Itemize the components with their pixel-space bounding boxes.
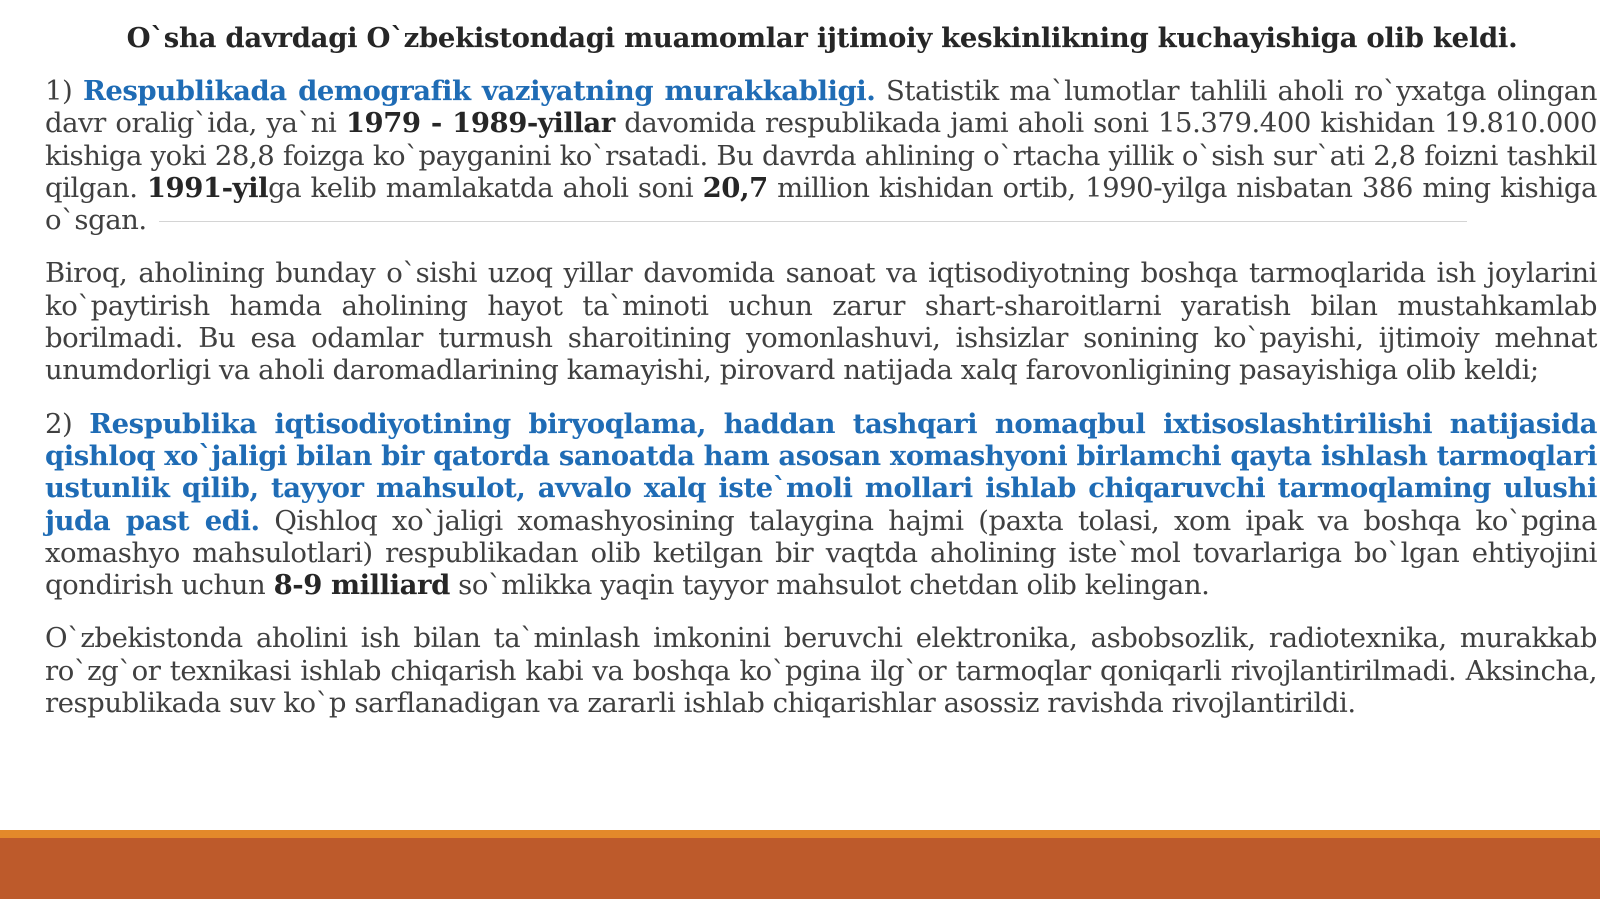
slide-content [45,75,1597,740]
paragraph-heading: Respublika iqtisodiyotining biryoqlama, haddan tashqari nomaqbul ixtisoslashtirilishi natijasida qishloq xo`jaligi bilan bir qatorda sanoatda ham asosan xomashyoni birlamchi qayta ishlash tarmoqlari ustunlik qilib, tayyor mahsulot, avvalo xalq iste`moli mollari ishlab chiqaruvchi tarmoqlaming ulushi juda past edi. [45,407,1598,537]
paragraph-text: Qishloq xo`jaligi xomashyosining talaygina hajmi (paxta tolasi, xom ipak va boshqa ko`pgina xomashyo mahsulotlari) respublikadan olib ketilgan bir vaqtda aholining iste`mol tovarlariga bo`lgan ehtiyojini qondirish uchun [45,504,1597,602]
paragraph-text: so`mlikka yaqin tayyor mahsulot chetdan olib kelingan. [449,569,1210,602]
bold-years: 1979 - 1989-yillar [345,107,615,140]
paragraph-industry: O`zbekistonda aholini ish bilan ta`minlash imkonini beruvchi elektronika, asbobsozlik, radiotexnika, murakkab ro`zg`or texnikasi ishlab chiqarish kabi va boshqa ko`pgina ilg`or tarmoqlar qoniqarli rivojlantirilmadi. Aksincha, respublikada suv ko`p sarflanadigan va zararli ishlab chiqarishlar asossiz ravishda rivojlantirildi. [45,622,1597,720]
footer-bar [0,838,1600,899]
paragraph-text: ga kelib mamlakatda aholi soni [268,171,703,204]
footer-accent-bar [0,830,1600,838]
paragraph-text: million kishidan ortib, 1990-yilga nisbatan 386 ming kishiga o`sgan. [45,171,1597,237]
bold-year: 1991-yil [146,171,269,204]
paragraph-demographics [45,75,1597,236]
paragraph-text: Statistik ma`lumotlar tahlili aholi ro`yxatga olingan davr oralig`ida, ya`ni [45,75,1597,140]
list-number: 2) [45,407,90,440]
paragraph-employment: Biroq, aholining bunday o`sishi uzoq yillar davomida sanoat va iqtisodiyotning boshqa tarmoqlarida ish joylarini ko`paytirish hamda aholining hayot ta`minoti uchun zarur shart-sharoitlarni yaratish bilan mustahkamlab borilmadi. Bu esa odamlar turmush sharoitining yomonlashuvi, ishsizlar sonining ko`payishi, ijtimoiy mehnat unumdorligi va aholi daromadlarining kamayishi, pirovard natijada xalq farovonligining pasayishiga olib keldi; [45,257,1597,387]
list-number: 1) [45,75,83,107]
paragraph-heading: Respublikada demografik vaziyatning murakkabligi. [82,75,876,107]
bold-amount: 8-9 milliard [273,569,450,602]
paragraph-text: davomida respublikada jami aholi soni 15.379.400 kishidan 19.810.000 kishiga yoki 28,8 foizga ko`payganini ko`rsatadi. Bu davrda ahlining o`rtacha yillik o`sish sur`ati 2,8 foizni tashkil qilgan. [45,107,1597,204]
slide-title: O`sha davrdagi O`zbekistondagi muamomlar ijtimoiy keskinlikning kuchayishiga olib keldi. [126,22,1518,54]
paragraph-economy [45,408,1597,602]
bold-population: 20,7 [702,171,768,204]
divider-line [159,221,1467,222]
